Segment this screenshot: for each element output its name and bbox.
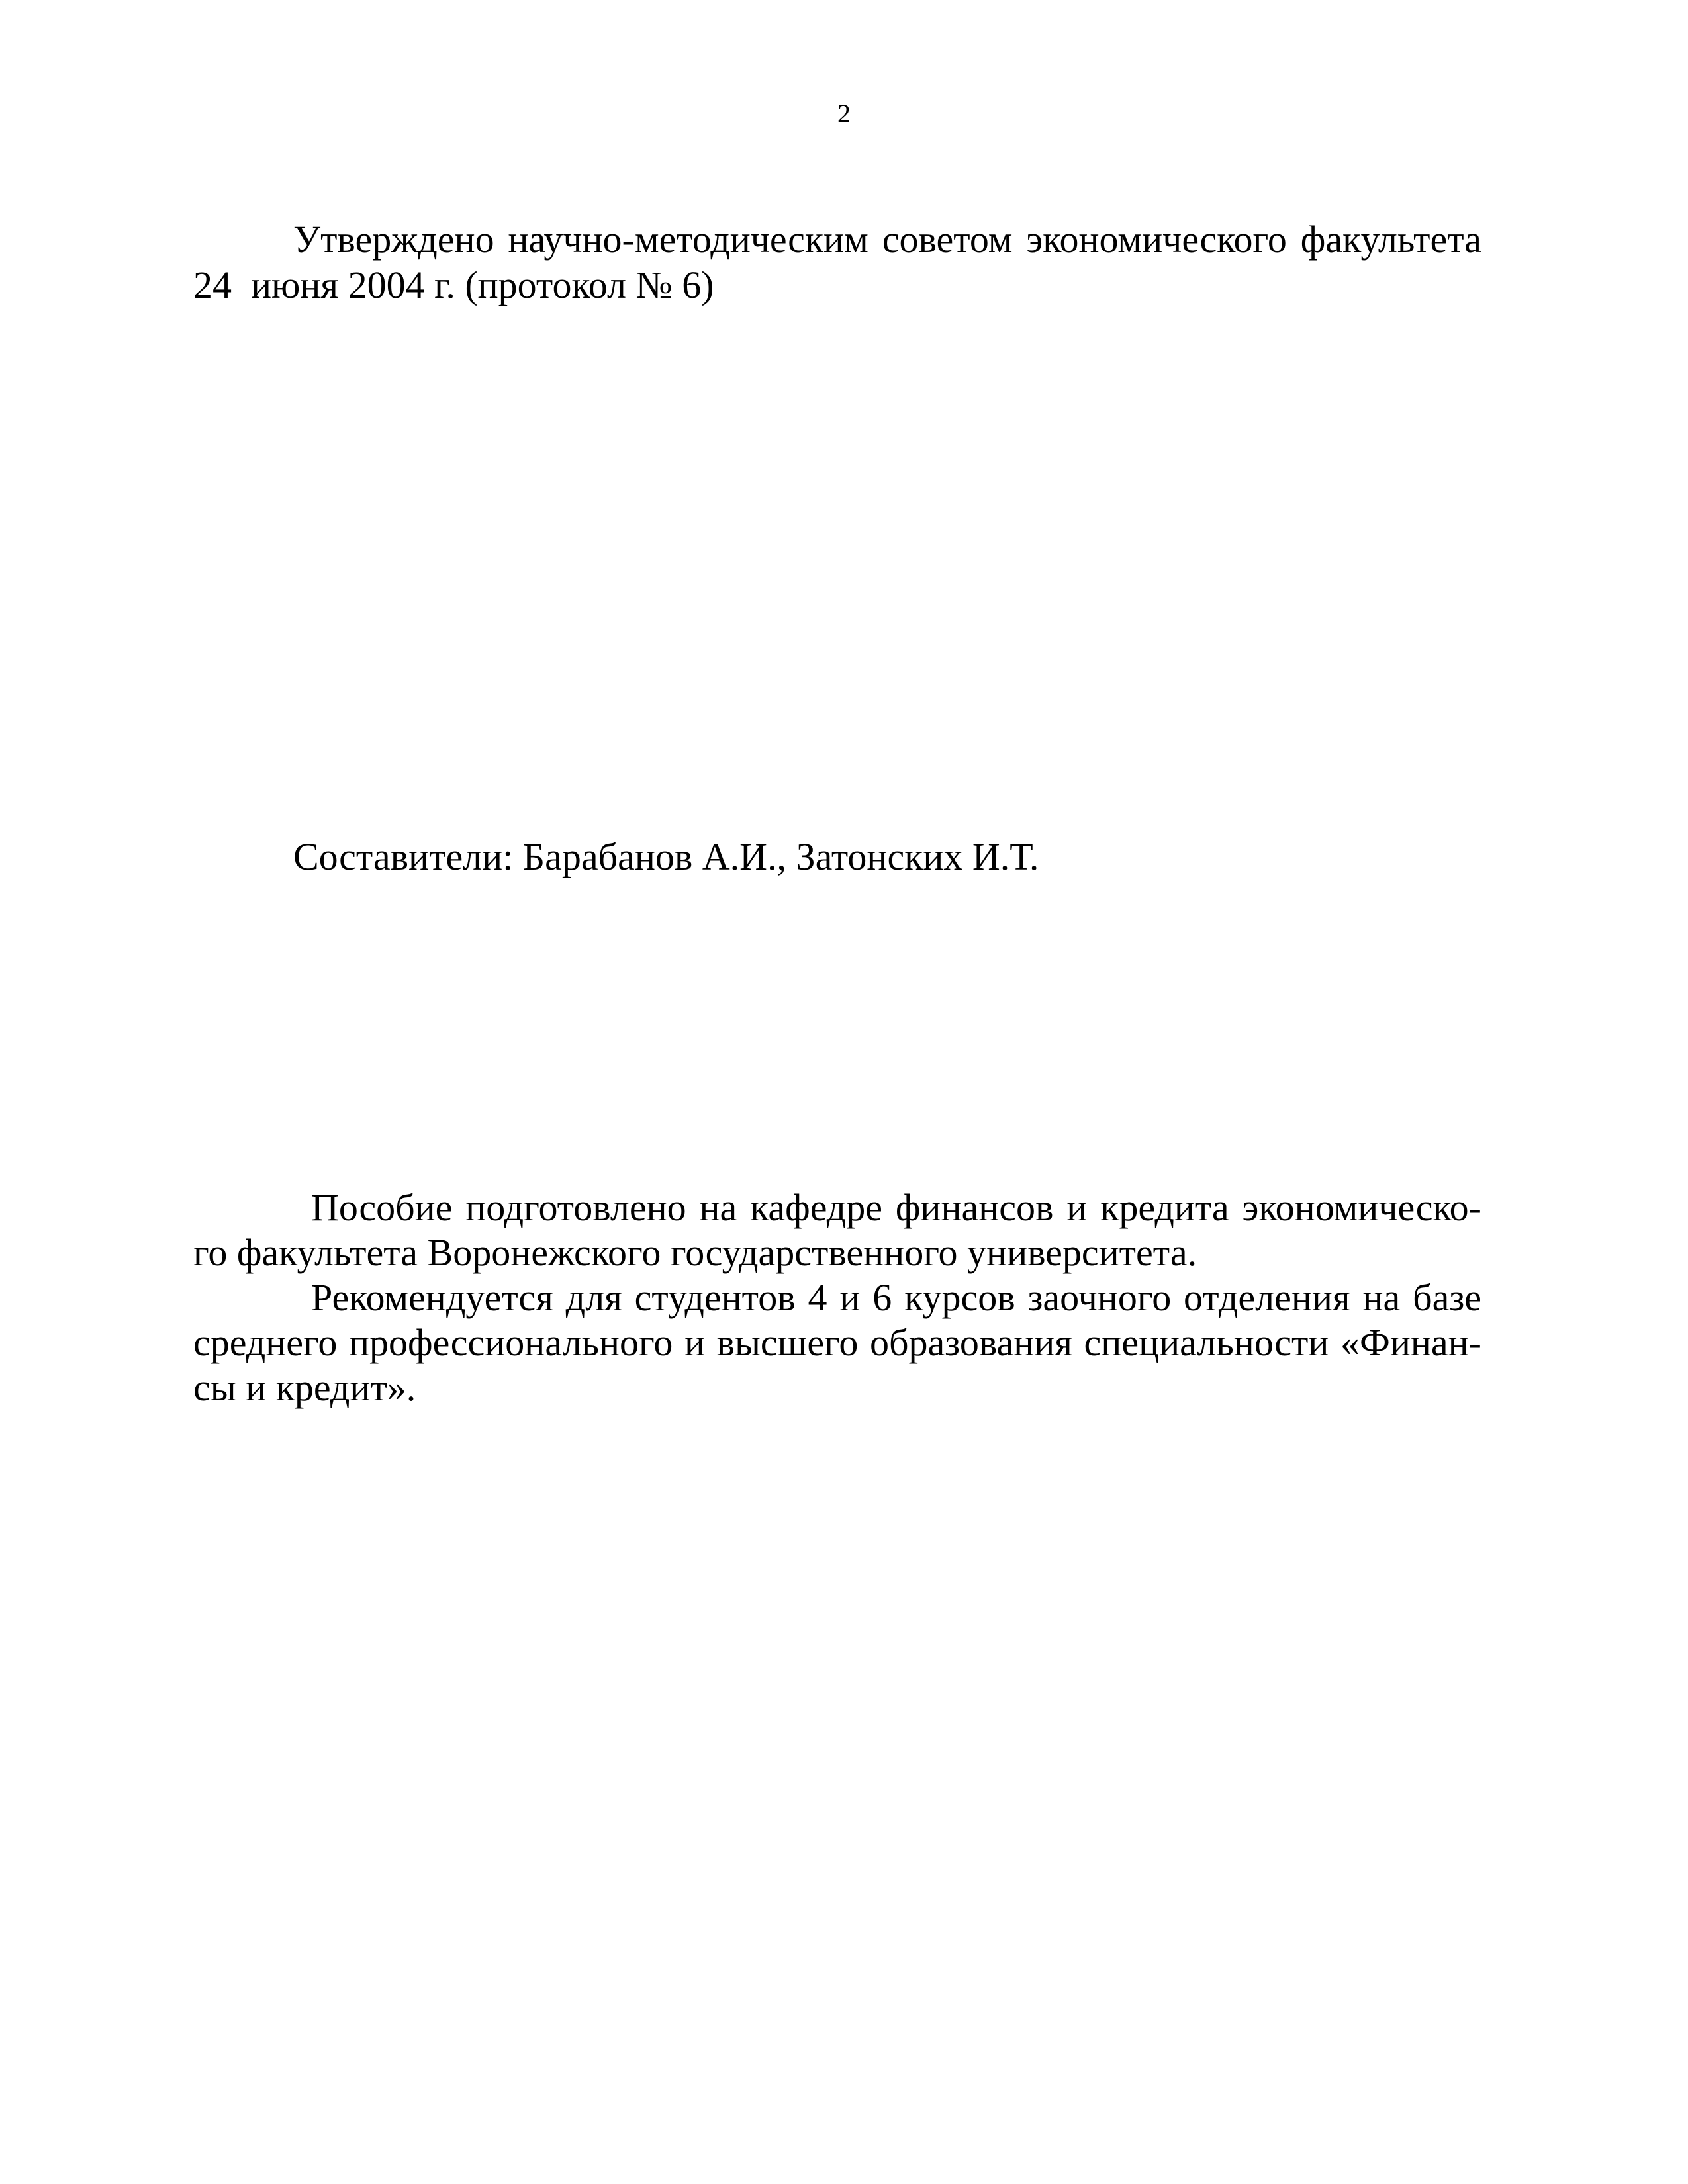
- description-line-5: сы и кредит».: [193, 1366, 416, 1409]
- description-line-3: Рекомендуется для студентов 4 и 6 курсов заочного отделения на базе: [311, 1276, 1481, 1319]
- description-line-2: го факультета Воронежского государственного университета.: [193, 1231, 1197, 1274]
- page-number: 2: [837, 99, 851, 128]
- description-line-1: Пособие подготовлено на кафедре финансов и кредита экономическо-: [311, 1186, 1481, 1229]
- description-line-4: среднего профессионального и высшего образования специальности «Финан-: [193, 1321, 1481, 1364]
- authors-line: Составители: Барабанов А.И., Затонских И.Т.: [293, 835, 1039, 878]
- approval-line-1: Утверждено научно-методическим советом экономического факультета: [293, 218, 1481, 261]
- approval-line-2: 24 июня 2004 г. (протокол № 6): [193, 263, 714, 306]
